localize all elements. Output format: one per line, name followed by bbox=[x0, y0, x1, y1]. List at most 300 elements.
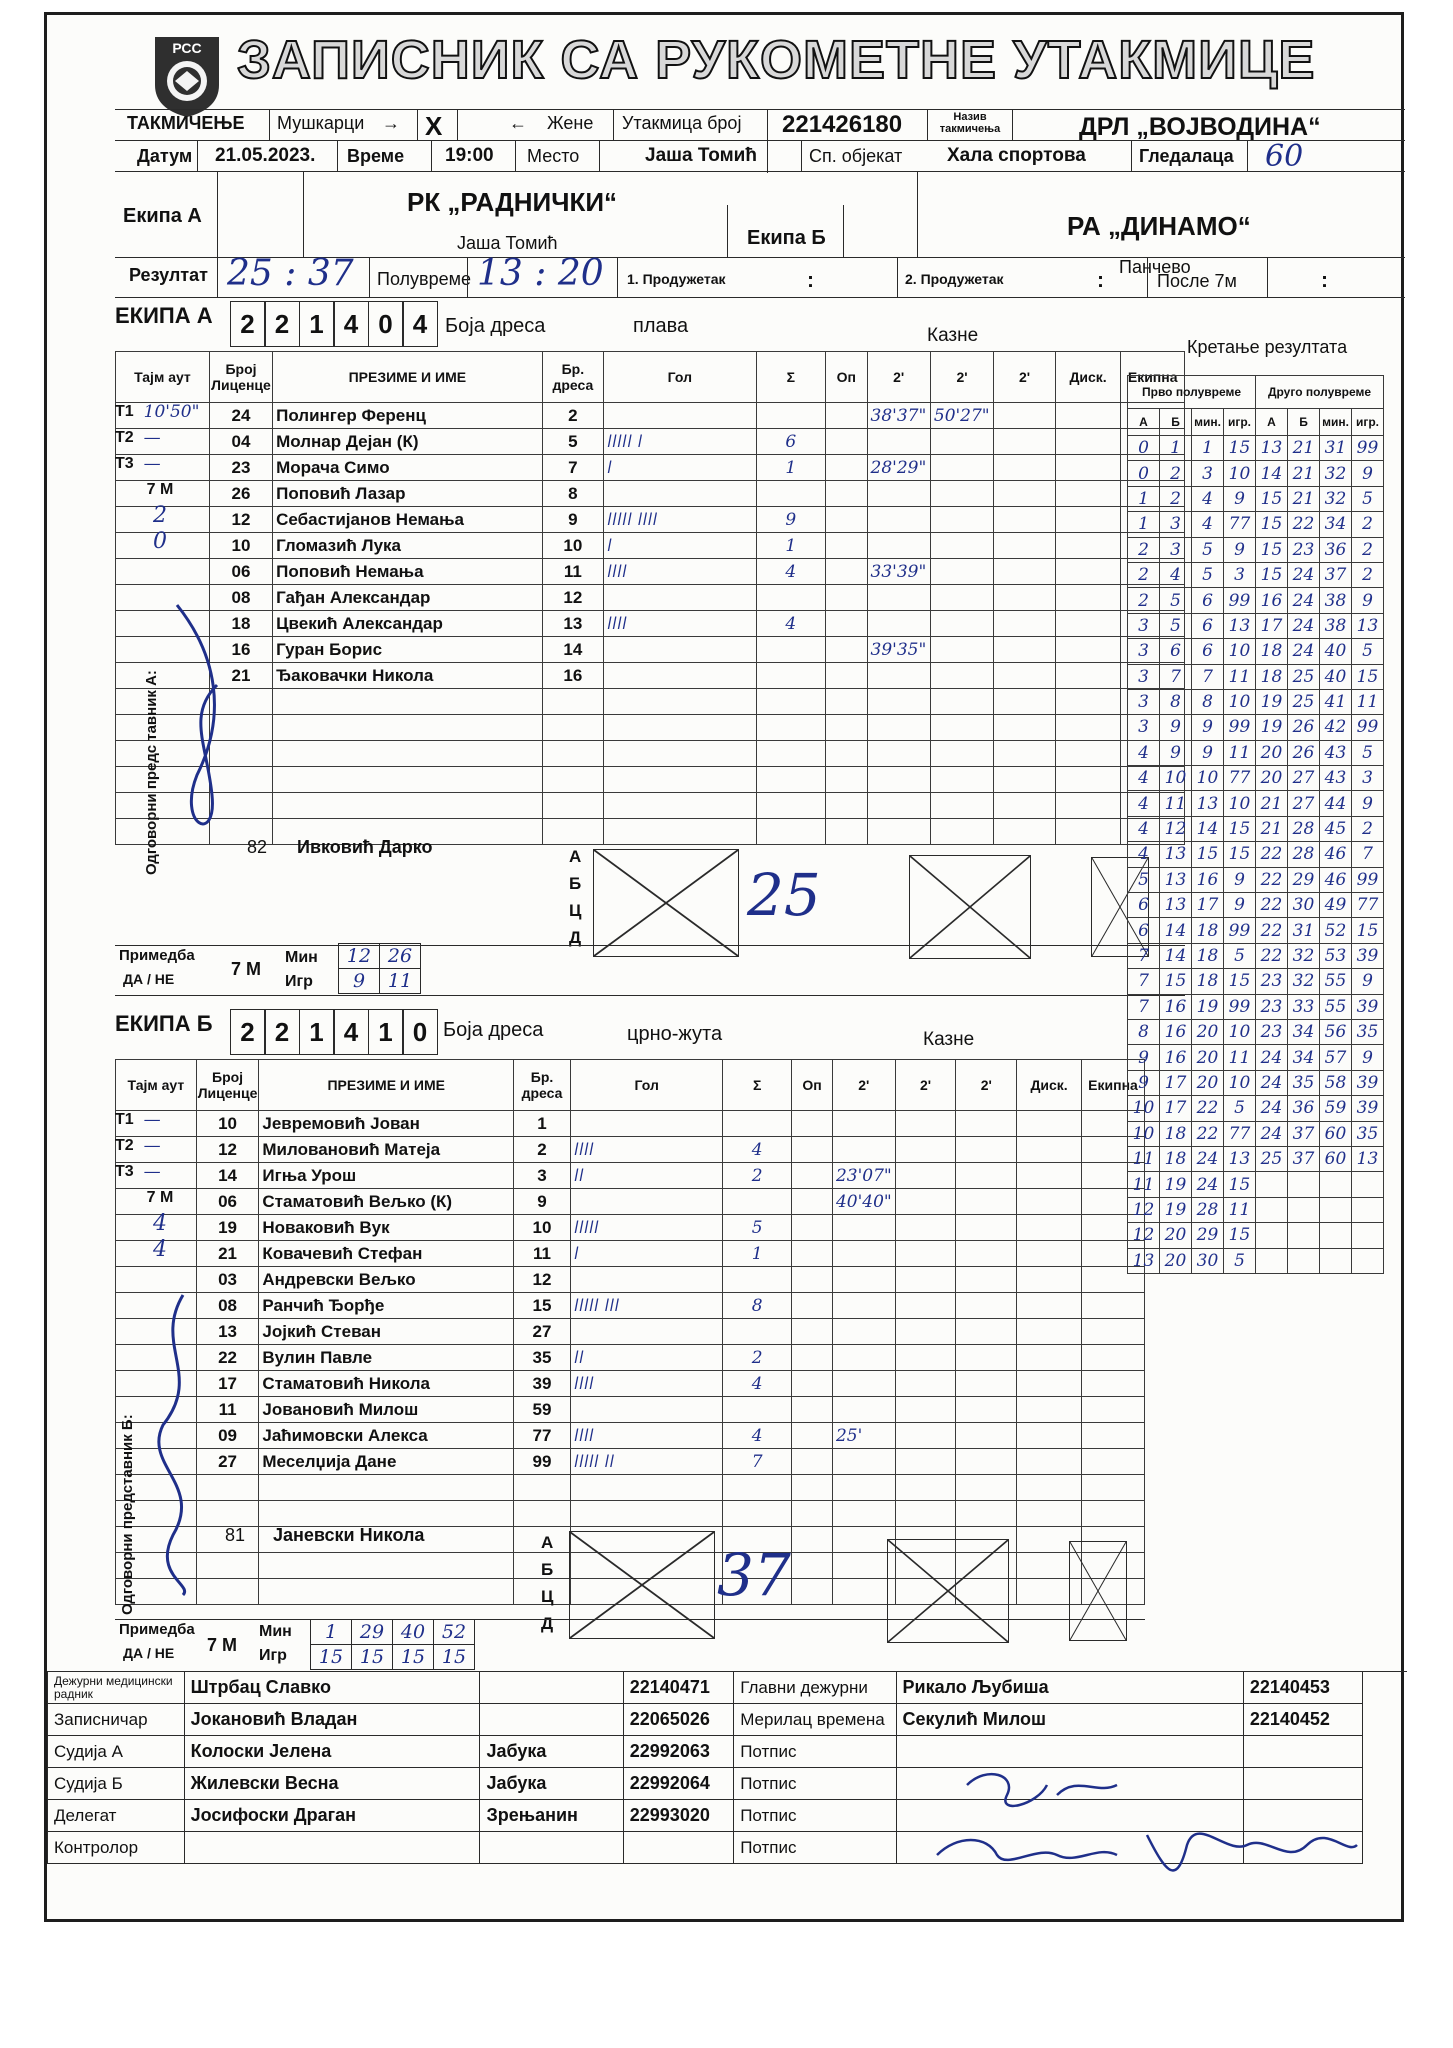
player-penalty-1[interactable] bbox=[832, 1553, 895, 1579]
player-warning[interactable] bbox=[826, 741, 867, 767]
team-b-shirt-color[interactable]: црно-жута bbox=[627, 1023, 723, 1045]
flow-first-half-cell[interactable]: 2 bbox=[1160, 486, 1192, 511]
flow-second-half-cell[interactable]: 19 bbox=[1256, 689, 1288, 714]
flow-first-half-cell[interactable]: 20 bbox=[1160, 1223, 1192, 1248]
player-shirt-number[interactable]: 10 bbox=[542, 533, 604, 559]
flow-second-half-cell[interactable]: 9 bbox=[1352, 969, 1384, 994]
flow-first-half-cell[interactable]: 13 bbox=[1160, 867, 1192, 892]
player-warning[interactable] bbox=[792, 1111, 833, 1137]
player-penalty-2[interactable] bbox=[930, 611, 993, 637]
flow-first-half-cell[interactable]: 9 bbox=[1192, 715, 1224, 740]
team-a-timeout-value[interactable]: 10'50" bbox=[143, 402, 200, 422]
flow-first-half-cell[interactable]: 18 bbox=[1192, 918, 1224, 943]
player-license[interactable]: 21 bbox=[196, 1241, 259, 1267]
player-penalty-1[interactable] bbox=[832, 1397, 895, 1423]
flow-second-half-cell[interactable]: 44 bbox=[1320, 791, 1352, 816]
player-name[interactable]: Стаматовић Никола bbox=[259, 1371, 514, 1397]
official-name[interactable]: Јосифоски Драган bbox=[184, 1800, 480, 1832]
result-value[interactable]: 25 : 37 bbox=[227, 253, 354, 294]
venue-value[interactable]: Хала спортова bbox=[947, 145, 1086, 166]
flow-second-half-cell[interactable]: 56 bbox=[1320, 1019, 1352, 1044]
player-disqualification[interactable] bbox=[1055, 715, 1121, 741]
official-license[interactable]: 22065026 bbox=[623, 1704, 733, 1736]
player-goals-tally[interactable] bbox=[604, 767, 756, 793]
flow-second-half-cell[interactable]: 37 bbox=[1288, 1146, 1320, 1171]
player-name[interactable]: Андревски Вељко bbox=[259, 1267, 514, 1293]
team-a-timeout-row[interactable] bbox=[115, 451, 205, 477]
flow-second-half-cell[interactable]: 38 bbox=[1320, 588, 1352, 613]
flow-first-half-cell[interactable]: 4 bbox=[1192, 486, 1224, 511]
player-shirt-number[interactable]: 35 bbox=[514, 1345, 571, 1371]
player-penalty-1[interactable]: 23'07" bbox=[832, 1163, 895, 1189]
player-penalty-2[interactable] bbox=[930, 533, 993, 559]
player-goals-sum[interactable] bbox=[756, 403, 826, 429]
player-penalty-2[interactable] bbox=[895, 1319, 956, 1345]
player-shirt-number[interactable] bbox=[542, 793, 604, 819]
player-name[interactable] bbox=[259, 1475, 514, 1501]
flow-first-half-cell[interactable]: 11 bbox=[1224, 1045, 1256, 1070]
player-penalty-1[interactable] bbox=[832, 1501, 895, 1527]
player-goals-tally[interactable]: ǀǀǀǀ bbox=[570, 1371, 722, 1397]
player-goals-sum[interactable] bbox=[756, 767, 826, 793]
player-name[interactable]: Гађан Александар bbox=[273, 585, 542, 611]
player-name[interactable] bbox=[273, 741, 542, 767]
official-license-2[interactable]: 22140452 bbox=[1243, 1704, 1362, 1736]
flow-second-half-cell[interactable]: 5 bbox=[1352, 486, 1384, 511]
flow-second-half-cell[interactable]: 22 bbox=[1256, 893, 1288, 918]
player-disqualification[interactable] bbox=[1017, 1449, 1082, 1475]
flow-first-half-cell[interactable]: 10 bbox=[1192, 766, 1224, 791]
player-shirt-number[interactable]: 15 bbox=[514, 1293, 571, 1319]
team-a-timeout-row[interactable] bbox=[115, 425, 205, 451]
player-penalty-3[interactable] bbox=[994, 455, 1056, 481]
flow-first-half-cell[interactable]: 7 bbox=[1128, 969, 1160, 994]
flow-first-half-cell[interactable]: 99 bbox=[1224, 715, 1256, 740]
player-name[interactable]: Молнар Дејан (К) bbox=[273, 429, 542, 455]
flow-first-half-cell[interactable]: 9 bbox=[1224, 537, 1256, 562]
player-disqualification[interactable] bbox=[1017, 1319, 1082, 1345]
player-penalty-2[interactable] bbox=[930, 663, 993, 689]
flow-second-half-cell[interactable]: 55 bbox=[1320, 994, 1352, 1019]
flow-second-half-cell[interactable]: 21 bbox=[1288, 461, 1320, 486]
player-warning[interactable] bbox=[792, 1501, 833, 1527]
player-penalty-3[interactable] bbox=[994, 741, 1056, 767]
player-shirt-number[interactable]: 12 bbox=[514, 1267, 571, 1293]
flow-second-half-cell[interactable]: 27 bbox=[1288, 766, 1320, 791]
player-disqualification[interactable] bbox=[1017, 1345, 1082, 1371]
player-disqualification[interactable] bbox=[1055, 767, 1121, 793]
flow-first-half-cell[interactable]: 2 bbox=[1128, 562, 1160, 587]
flow-first-half-cell[interactable]: 77 bbox=[1224, 1121, 1256, 1146]
player-name[interactable] bbox=[273, 689, 542, 715]
player-goals-sum[interactable] bbox=[723, 1189, 792, 1215]
player-shirt-number[interactable]: 2 bbox=[542, 403, 604, 429]
flow-first-half-cell[interactable]: 10 bbox=[1224, 461, 1256, 486]
player-expulsion[interactable] bbox=[1082, 1449, 1145, 1475]
flow-second-half-cell[interactable]: 23 bbox=[1256, 969, 1288, 994]
player-license[interactable]: 22 bbox=[196, 1345, 259, 1371]
official-city[interactable]: Зрењанин bbox=[480, 1800, 623, 1832]
flow-second-half-cell[interactable]: 35 bbox=[1352, 1121, 1384, 1146]
flow-first-half-cell[interactable]: 6 bbox=[1128, 893, 1160, 918]
player-penalty-2[interactable]: 50'27" bbox=[930, 403, 993, 429]
flow-first-half-cell[interactable]: 12 bbox=[1160, 816, 1192, 841]
player-penalty-1[interactable] bbox=[867, 715, 930, 741]
player-penalty-1[interactable] bbox=[867, 741, 930, 767]
player-penalty-1[interactable] bbox=[832, 1319, 895, 1345]
flow-second-half-cell[interactable]: 2 bbox=[1352, 816, 1384, 841]
player-penalty-3[interactable] bbox=[994, 689, 1056, 715]
player-warning[interactable] bbox=[792, 1319, 833, 1345]
player-goals-sum[interactable]: 8 bbox=[723, 1293, 792, 1319]
player-shirt-number[interactable]: 5 bbox=[542, 429, 604, 455]
flow-second-half-cell[interactable]: 22 bbox=[1256, 918, 1288, 943]
official-license[interactable]: 22992064 bbox=[623, 1768, 733, 1800]
player-name[interactable]: Поповић Лазар bbox=[273, 481, 542, 507]
flow-first-half-cell[interactable]: 9 bbox=[1160, 740, 1192, 765]
player-expulsion[interactable] bbox=[1082, 1475, 1145, 1501]
flow-first-half-cell[interactable]: 11 bbox=[1128, 1146, 1160, 1171]
team-a-total-goals[interactable]: 25 bbox=[747, 861, 821, 929]
player-goals-sum[interactable]: 4 bbox=[723, 1423, 792, 1449]
player-warning[interactable] bbox=[792, 1137, 833, 1163]
flow-first-half-cell[interactable]: 6 bbox=[1192, 639, 1224, 664]
flow-first-half-cell[interactable]: 12 bbox=[1128, 1197, 1160, 1222]
flow-second-half-cell[interactable]: 26 bbox=[1288, 715, 1320, 740]
player-goals-tally[interactable] bbox=[570, 1267, 722, 1293]
flow-first-half-cell[interactable]: 20 bbox=[1192, 1045, 1224, 1070]
player-disqualification[interactable] bbox=[1017, 1397, 1082, 1423]
flow-first-half-cell[interactable]: 10 bbox=[1224, 689, 1256, 714]
flow-second-half-cell[interactable]: 45 bbox=[1320, 816, 1352, 841]
player-name[interactable]: Гуран Борис bbox=[273, 637, 542, 663]
team-b-remark-igr-value[interactable]: 15 bbox=[310, 1644, 352, 1670]
flow-first-half-cell[interactable]: 3 bbox=[1160, 537, 1192, 562]
match-number[interactable]: 221426180 bbox=[782, 111, 903, 138]
player-name[interactable]: Јаћимовски Алекса bbox=[259, 1423, 514, 1449]
after7m-value[interactable]: : bbox=[1321, 269, 1328, 292]
player-shirt-number[interactable] bbox=[514, 1475, 571, 1501]
spectators-value[interactable]: 60 bbox=[1265, 139, 1304, 174]
player-penalty-3[interactable] bbox=[956, 1241, 1017, 1267]
flow-second-half-cell[interactable]: 25 bbox=[1256, 1146, 1288, 1171]
player-license[interactable]: 18 bbox=[209, 611, 272, 637]
flow-second-half-cell[interactable]: 99 bbox=[1352, 715, 1384, 740]
team-b-remark-min-value[interactable]: 1 bbox=[310, 1619, 352, 1645]
flow-first-half-cell[interactable]: 3 bbox=[1128, 639, 1160, 664]
flow-second-half-cell[interactable]: 9 bbox=[1352, 1045, 1384, 1070]
flow-second-half-cell[interactable]: 5 bbox=[1352, 740, 1384, 765]
flow-first-half-cell[interactable]: 24 bbox=[1192, 1172, 1224, 1197]
player-goals-sum[interactable] bbox=[756, 715, 826, 741]
flow-first-half-cell[interactable]: 11 bbox=[1128, 1172, 1160, 1197]
player-license[interactable]: 17 bbox=[196, 1371, 259, 1397]
player-goals-sum[interactable]: 4 bbox=[723, 1371, 792, 1397]
team-b-remark-igr-value[interactable]: 15 bbox=[433, 1644, 475, 1670]
player-penalty-3[interactable] bbox=[994, 793, 1056, 819]
player-penalty-2[interactable] bbox=[895, 1111, 956, 1137]
flow-first-half-cell[interactable]: 3 bbox=[1192, 461, 1224, 486]
flow-second-half-cell[interactable]: 35 bbox=[1288, 1070, 1320, 1095]
team-a-timeout-value[interactable]: — bbox=[143, 428, 161, 448]
flow-second-half-cell[interactable]: 2 bbox=[1352, 512, 1384, 537]
player-penalty-1[interactable] bbox=[832, 1371, 895, 1397]
player-penalty-3[interactable] bbox=[994, 559, 1056, 585]
player-warning[interactable] bbox=[792, 1371, 833, 1397]
team-b-timeout-row[interactable] bbox=[115, 1133, 205, 1159]
player-penalty-1[interactable] bbox=[832, 1527, 895, 1553]
player-penalty-1[interactable] bbox=[832, 1293, 895, 1319]
player-penalty-1[interactable]: 28'29" bbox=[867, 455, 930, 481]
player-penalty-3[interactable] bbox=[956, 1423, 1017, 1449]
flow-second-half-cell[interactable]: 59 bbox=[1320, 1096, 1352, 1121]
flow-first-half-cell[interactable]: 9 bbox=[1160, 715, 1192, 740]
official-city[interactable]: Јабука bbox=[480, 1736, 623, 1768]
player-penalty-2[interactable] bbox=[895, 1371, 956, 1397]
player-license[interactable]: 26 bbox=[209, 481, 272, 507]
player-penalty-2[interactable] bbox=[930, 741, 993, 767]
player-penalty-2[interactable] bbox=[895, 1397, 956, 1423]
player-goals-sum[interactable]: 4 bbox=[756, 559, 826, 585]
flow-second-half-cell[interactable]: 30 bbox=[1288, 893, 1320, 918]
player-license[interactable]: 10 bbox=[209, 533, 272, 559]
player-goals-tally[interactable]: ǀǀǀǀǀ ǀǀǀ bbox=[570, 1293, 722, 1319]
flow-second-half-cell[interactable]: 34 bbox=[1288, 1045, 1320, 1070]
team-b-official-name[interactable]: Јаневски Никола bbox=[273, 1525, 425, 1545]
player-goals-tally[interactable] bbox=[570, 1189, 722, 1215]
player-penalty-1[interactable] bbox=[832, 1449, 895, 1475]
player-name[interactable]: Игња Урош bbox=[259, 1163, 514, 1189]
player-goals-tally[interactable]: ǀǀǀǀǀ ǀǀǀǀ bbox=[604, 507, 756, 533]
official-name-2[interactable]: Рикало Љубиша bbox=[896, 1672, 1243, 1704]
flow-first-half-cell[interactable]: 9 bbox=[1224, 867, 1256, 892]
player-penalty-2[interactable] bbox=[930, 507, 993, 533]
player-shirt-number[interactable] bbox=[514, 1501, 571, 1527]
men-mark[interactable]: X bbox=[425, 111, 443, 141]
player-goals-sum[interactable]: 1 bbox=[723, 1241, 792, 1267]
player-shirt-number[interactable]: 14 bbox=[542, 637, 604, 663]
flow-first-half-cell[interactable]: 20 bbox=[1192, 1019, 1224, 1044]
player-disqualification[interactable] bbox=[1017, 1111, 1082, 1137]
player-goals-sum[interactable] bbox=[756, 793, 826, 819]
player-name[interactable] bbox=[273, 767, 542, 793]
flow-second-half-cell[interactable]: 39 bbox=[1352, 943, 1384, 968]
player-goals-sum[interactable]: 1 bbox=[756, 455, 826, 481]
flow-first-half-cell[interactable]: 5 bbox=[1224, 1248, 1256, 1273]
flow-first-half-cell[interactable]: 18 bbox=[1160, 1146, 1192, 1171]
flow-first-half-cell[interactable]: 15 bbox=[1224, 436, 1256, 461]
player-license[interactable]: 24 bbox=[209, 403, 272, 429]
flow-second-half-cell[interactable] bbox=[1352, 1248, 1384, 1273]
flow-first-half-cell[interactable]: 7 bbox=[1128, 994, 1160, 1019]
flow-second-half-cell[interactable]: 41 bbox=[1320, 689, 1352, 714]
player-disqualification[interactable] bbox=[1055, 689, 1121, 715]
player-penalty-2[interactable] bbox=[895, 1449, 956, 1475]
flow-first-half-cell[interactable]: 13 bbox=[1160, 893, 1192, 918]
official-license-2[interactable]: 22140453 bbox=[1243, 1672, 1362, 1704]
player-license[interactable]: 08 bbox=[209, 585, 272, 611]
flow-second-half-cell[interactable]: 18 bbox=[1256, 639, 1288, 664]
player-disqualification[interactable] bbox=[1017, 1215, 1082, 1241]
player-penalty-2[interactable] bbox=[930, 715, 993, 741]
player-expulsion[interactable] bbox=[1082, 1319, 1145, 1345]
player-goals-sum[interactable] bbox=[756, 481, 826, 507]
flow-second-half-cell[interactable]: 13 bbox=[1352, 613, 1384, 638]
player-license[interactable]: 21 bbox=[209, 663, 272, 689]
flow-second-half-cell[interactable]: 17 bbox=[1256, 613, 1288, 638]
player-expulsion[interactable] bbox=[1082, 1501, 1145, 1527]
player-goals-tally[interactable] bbox=[604, 793, 756, 819]
place-value[interactable]: Јаша Томић bbox=[645, 145, 757, 166]
team-b-official-license[interactable]: 81 bbox=[225, 1525, 246, 1545]
flow-first-half-cell[interactable]: 5 bbox=[1128, 867, 1160, 892]
flow-first-half-cell[interactable]: 9 bbox=[1128, 1045, 1160, 1070]
player-goals-sum[interactable]: 6 bbox=[756, 429, 826, 455]
player-disqualification[interactable] bbox=[1055, 741, 1121, 767]
flow-first-half-cell[interactable]: 16 bbox=[1160, 1019, 1192, 1044]
flow-first-half-cell[interactable]: 14 bbox=[1160, 943, 1192, 968]
flow-first-half-cell[interactable]: 1 bbox=[1128, 486, 1160, 511]
player-warning[interactable] bbox=[792, 1163, 833, 1189]
flow-second-half-cell[interactable]: 22 bbox=[1256, 867, 1288, 892]
player-penalty-3[interactable] bbox=[994, 429, 1056, 455]
player-name[interactable] bbox=[273, 715, 542, 741]
flow-first-half-cell[interactable]: 4 bbox=[1128, 791, 1160, 816]
flow-first-half-cell[interactable]: 24 bbox=[1192, 1146, 1224, 1171]
flow-second-half-cell[interactable] bbox=[1288, 1197, 1320, 1222]
player-disqualification[interactable] bbox=[1055, 507, 1121, 533]
player-license[interactable]: 23 bbox=[209, 455, 272, 481]
flow-first-half-cell[interactable]: 14 bbox=[1160, 918, 1192, 943]
player-goals-sum[interactable] bbox=[756, 819, 826, 845]
competition-name[interactable]: ДРЛ „ВОЈВОДИНА“ bbox=[1079, 113, 1321, 141]
flow-first-half-cell[interactable]: 13 bbox=[1224, 1146, 1256, 1171]
flow-second-half-cell[interactable]: 2 bbox=[1352, 562, 1384, 587]
flow-first-half-cell[interactable]: 10 bbox=[1128, 1121, 1160, 1146]
team-b-timeout-value[interactable]: — bbox=[143, 1162, 161, 1182]
player-penalty-3[interactable] bbox=[956, 1293, 1017, 1319]
flow-first-half-cell[interactable]: 5 bbox=[1192, 537, 1224, 562]
player-penalty-3[interactable] bbox=[994, 767, 1056, 793]
player-goals-sum[interactable]: 2 bbox=[723, 1163, 792, 1189]
team-a-name[interactable]: РК „РАДНИЧКИ“ bbox=[407, 187, 618, 217]
flow-second-half-cell[interactable]: 53 bbox=[1320, 943, 1352, 968]
player-warning[interactable] bbox=[826, 533, 867, 559]
player-warning[interactable] bbox=[826, 559, 867, 585]
player-disqualification[interactable] bbox=[1055, 429, 1121, 455]
team-b-7m-value[interactable]: 4 bbox=[153, 1211, 167, 1236]
player-goals-sum[interactable] bbox=[756, 637, 826, 663]
flow-second-half-cell[interactable]: 11 bbox=[1352, 689, 1384, 714]
flow-second-half-cell[interactable] bbox=[1320, 1248, 1352, 1273]
flow-second-half-cell[interactable]: 25 bbox=[1288, 689, 1320, 714]
player-penalty-1[interactable]: 25' bbox=[832, 1423, 895, 1449]
player-expulsion[interactable] bbox=[1082, 1293, 1145, 1319]
player-name[interactable] bbox=[259, 1501, 514, 1527]
flow-second-half-cell[interactable]: 24 bbox=[1288, 588, 1320, 613]
player-warning[interactable] bbox=[792, 1527, 833, 1553]
player-penalty-3[interactable] bbox=[956, 1475, 1017, 1501]
player-shirt-number[interactable]: 9 bbox=[514, 1189, 571, 1215]
overtime2-value[interactable]: : bbox=[1097, 269, 1104, 292]
player-goals-tally[interactable] bbox=[604, 689, 756, 715]
flow-first-half-cell[interactable]: 1 bbox=[1128, 512, 1160, 537]
player-shirt-number[interactable]: 39 bbox=[514, 1371, 571, 1397]
flow-first-half-cell[interactable]: 20 bbox=[1192, 1070, 1224, 1095]
player-penalty-1[interactable] bbox=[867, 507, 930, 533]
player-warning[interactable] bbox=[826, 403, 867, 429]
flow-first-half-cell[interactable]: 17 bbox=[1160, 1070, 1192, 1095]
player-goals-tally[interactable]: ǀ bbox=[570, 1241, 722, 1267]
timeout-cell[interactable] bbox=[116, 559, 210, 585]
player-penalty-2[interactable] bbox=[930, 637, 993, 663]
player-disqualification[interactable] bbox=[1017, 1501, 1082, 1527]
player-expulsion[interactable] bbox=[1082, 1423, 1145, 1449]
player-penalty-2[interactable] bbox=[895, 1423, 956, 1449]
player-name[interactable] bbox=[259, 1579, 514, 1605]
player-shirt-number[interactable] bbox=[542, 741, 604, 767]
player-license[interactable]: 12 bbox=[196, 1137, 259, 1163]
player-warning[interactable] bbox=[826, 793, 867, 819]
player-disqualification[interactable] bbox=[1055, 533, 1121, 559]
flow-first-half-cell[interactable]: 5 bbox=[1224, 943, 1256, 968]
player-license[interactable]: 14 bbox=[196, 1163, 259, 1189]
official-license[interactable] bbox=[623, 1832, 733, 1864]
player-disqualification[interactable] bbox=[1017, 1189, 1082, 1215]
player-penalty-3[interactable] bbox=[994, 481, 1056, 507]
official-name-2[interactable]: Секулић Милош bbox=[896, 1704, 1243, 1736]
player-license[interactable]: 11 bbox=[196, 1397, 259, 1423]
player-name[interactable]: Поповић Немања bbox=[273, 559, 542, 585]
official-name[interactable] bbox=[184, 1832, 480, 1864]
flow-second-half-cell[interactable]: 16 bbox=[1256, 588, 1288, 613]
player-penalty-1[interactable] bbox=[867, 819, 930, 845]
player-license[interactable]: 10 bbox=[196, 1111, 259, 1137]
official-name[interactable]: Жилевски Весна bbox=[184, 1768, 480, 1800]
flow-first-half-cell[interactable]: 3 bbox=[1224, 562, 1256, 587]
player-goals-sum[interactable]: 9 bbox=[756, 507, 826, 533]
player-goals-tally[interactable]: ǀ bbox=[604, 533, 756, 559]
flow-second-half-cell[interactable]: 13 bbox=[1352, 1146, 1384, 1171]
flow-first-half-cell[interactable]: 4 bbox=[1128, 766, 1160, 791]
flow-first-half-cell[interactable]: 1 bbox=[1192, 436, 1224, 461]
player-penalty-1[interactable] bbox=[832, 1345, 895, 1371]
flow-first-half-cell[interactable]: 5 bbox=[1192, 562, 1224, 587]
player-shirt-number[interactable]: 8 bbox=[542, 481, 604, 507]
player-license[interactable]: 13 bbox=[196, 1319, 259, 1345]
flow-second-half-cell[interactable]: 38 bbox=[1320, 613, 1352, 638]
player-penalty-3[interactable] bbox=[994, 611, 1056, 637]
flow-second-half-cell[interactable]: 23 bbox=[1256, 1019, 1288, 1044]
flow-first-half-cell[interactable]: 16 bbox=[1192, 867, 1224, 892]
player-shirt-number[interactable]: 3 bbox=[514, 1163, 571, 1189]
flow-second-half-cell[interactable]: 23 bbox=[1288, 537, 1320, 562]
player-goals-sum[interactable]: 4 bbox=[756, 611, 826, 637]
flow-second-half-cell[interactable]: 15 bbox=[1256, 512, 1288, 537]
flow-second-half-cell[interactable]: 28 bbox=[1288, 842, 1320, 867]
player-penalty-3[interactable] bbox=[956, 1449, 1017, 1475]
flow-first-half-cell[interactable]: 3 bbox=[1128, 689, 1160, 714]
player-warning[interactable] bbox=[826, 819, 867, 845]
flow-first-half-cell[interactable]: 13 bbox=[1192, 791, 1224, 816]
flow-first-half-cell[interactable]: 15 bbox=[1192, 842, 1224, 867]
player-penalty-1[interactable]: 40'40" bbox=[832, 1189, 895, 1215]
official-city[interactable] bbox=[480, 1672, 623, 1704]
player-goals-tally[interactable] bbox=[604, 481, 756, 507]
flow-second-half-cell[interactable]: 49 bbox=[1320, 893, 1352, 918]
flow-first-half-cell[interactable]: 5 bbox=[1160, 613, 1192, 638]
flow-first-half-cell[interactable]: 29 bbox=[1192, 1223, 1224, 1248]
